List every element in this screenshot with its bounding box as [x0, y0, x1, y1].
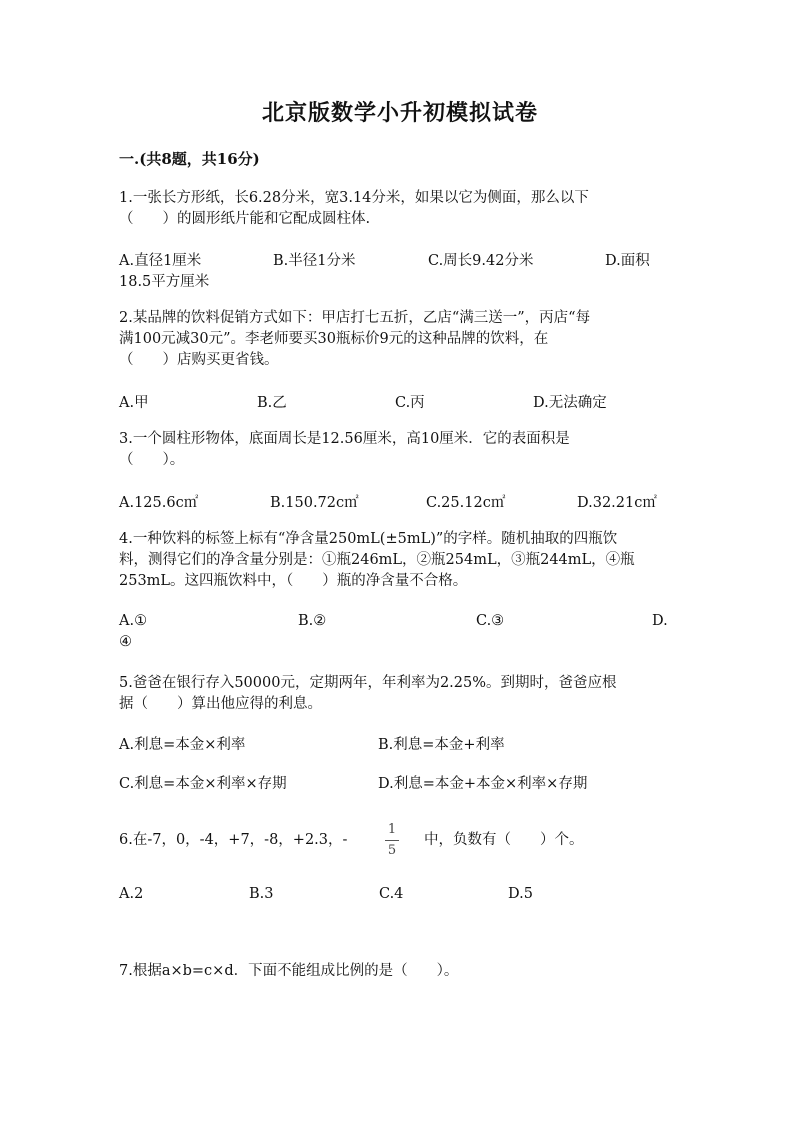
section-heading: 一.(共8题，共16分) — [119, 150, 260, 168]
q1-option-c[interactable]: C.周长9.42分米 — [428, 253, 534, 269]
question-5-line-2: 据（ ）算出他应得的利息。 — [119, 696, 322, 712]
q2-option-a[interactable]: A.甲 — [119, 395, 149, 411]
question-7-line-1: 7.根据a×b=c×d．下面不能组成比例的是（ ）。 — [119, 963, 459, 979]
fraction-denominator: 5 — [387, 843, 397, 858]
q2-option-c[interactable]: C.丙 — [395, 395, 425, 411]
question-2-line-3: （ ）店购买更省钱。 — [119, 352, 279, 368]
question-4-line-3: 253mL。这四瓶饮料中，（ ）瓶的净含量不合格。 — [119, 573, 468, 589]
q4-option-c[interactable]: C.③ — [476, 613, 505, 629]
question-1 — [119, 188, 684, 230]
q6-option-b[interactable]: B.3 — [249, 886, 274, 902]
q4-option-b[interactable]: B.② — [298, 613, 327, 629]
question-2-line-2: 满100元减30元”。李老师要买30瓶标价9元的这种品牌的饮料，在 — [119, 331, 549, 347]
question-3-line-1: 3.一个圆柱形物体，底面周长是12.56厘米，高10厘米．它的表面积是 — [119, 431, 570, 447]
question-6-text-before: 6.在-7，0，-4，+7，-8，+2.3，- — [119, 832, 348, 848]
q1-option-d-cont[interactable]: 18.5平方厘米 — [119, 274, 210, 290]
q6-option-d[interactable]: D.5 — [508, 886, 533, 902]
q3-option-d[interactable]: D.32.21c㎡ — [577, 495, 657, 511]
question-4-line-2: 料，测得它们的净含量分别是：①瓶246mL，②瓶254mL，③瓶244mL，④瓶 — [119, 552, 635, 568]
q3-option-b[interactable]: B.150.72c㎡ — [270, 495, 359, 511]
q6-option-a[interactable]: A.2 — [119, 886, 144, 902]
q4-option-d-cont[interactable]: ④ — [119, 634, 132, 650]
question-4 — [119, 529, 684, 592]
question-3 — [119, 429, 684, 471]
exam-title: 北京版数学小升初模拟试卷 — [261, 100, 538, 126]
q4-option-d[interactable]: D. — [652, 613, 668, 629]
q2-option-b[interactable]: B.乙 — [257, 395, 287, 411]
q6-option-c[interactable]: C.4 — [379, 886, 404, 902]
question-5 — [119, 673, 684, 715]
q1-option-a[interactable]: A.直径1厘米 — [119, 253, 202, 269]
fraction-numerator: 1 — [387, 822, 397, 837]
question-3-line-2: （ ）。 — [119, 452, 185, 468]
question-2-line-1: 2.某品牌的饮料促销方式如下：甲店打七五折，乙店“满三送一”，丙店“每 — [119, 310, 591, 326]
question-6-text-after: 中，负数有（ ）个。 — [424, 832, 584, 848]
question-1-line-2: （ ）的圆形纸片能和它配成圆柱体. — [119, 211, 371, 227]
q3-option-c[interactable]: C.25.12c㎡ — [426, 495, 506, 511]
q1-option-b[interactable]: B.半径1分米 — [273, 253, 356, 269]
q2-option-d[interactable]: D.无法确定 — [533, 395, 607, 411]
question-1-line-1: 1.一张长方形纸，长6.28分米，宽3.14分米，如果以它为侧面，那么以下 — [119, 190, 589, 206]
q3-option-a[interactable]: A.125.6c㎡ — [119, 495, 199, 511]
question-4-line-1: 4.一种饮料的标签上标有“净含量250mL(±5mL)”的字样。随机抽取的四瓶饮 — [119, 531, 618, 547]
q5-option-c[interactable]: C.利息=本金×利率×存期 — [119, 776, 287, 792]
fraction-one-fifth — [384, 822, 400, 859]
question-7 — [119, 961, 684, 982]
q4-option-a[interactable]: A.① — [119, 613, 148, 629]
fraction-bar — [385, 840, 399, 841]
q5-option-d[interactable]: D.利息=本金+本金×利率×存期 — [378, 776, 588, 792]
question-2 — [119, 308, 684, 371]
q1-option-d[interactable]: D.面积 — [605, 253, 650, 269]
question-5-line-1: 5.爸爸在银行存入50000元，定期两年，年利率为2.25%。到期时，爸爸应根 — [119, 675, 617, 691]
q5-option-b[interactable]: B.利息=本金+利率 — [378, 737, 505, 753]
q5-option-a[interactable]: A.利息=本金×利率 — [119, 737, 246, 753]
